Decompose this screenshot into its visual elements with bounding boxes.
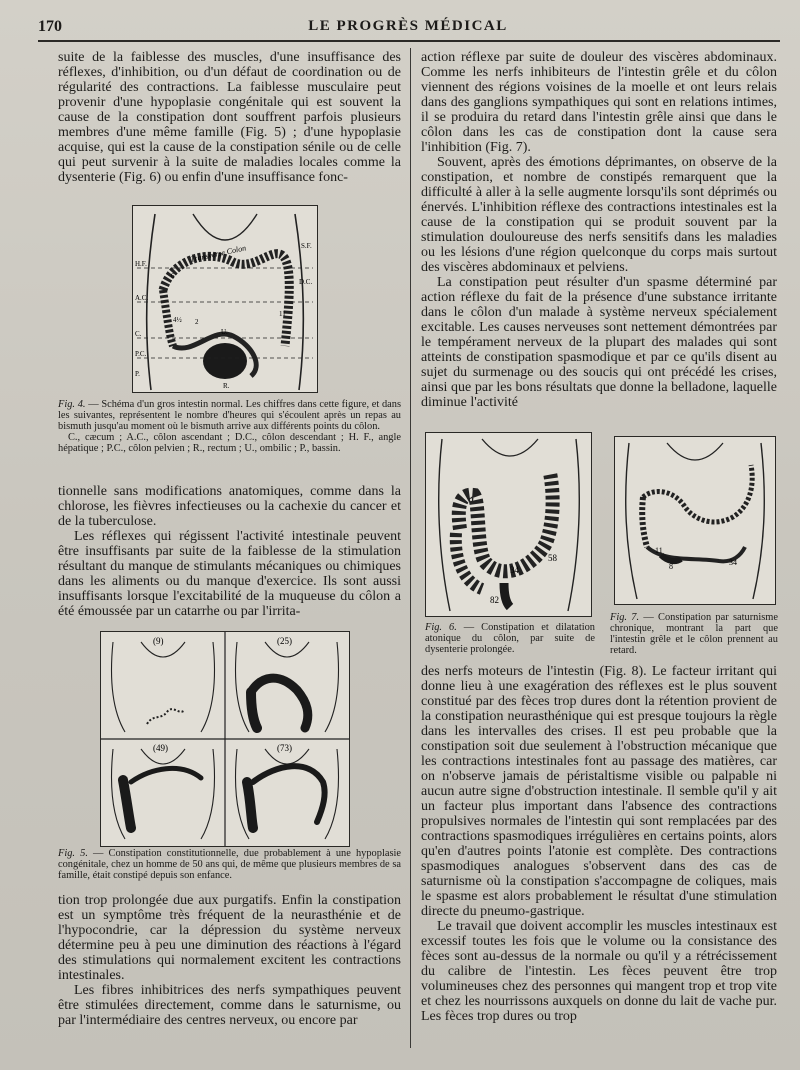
- panel-label-3: (49): [153, 743, 168, 753]
- paragraph: action réflexe par suite de douleur des viscères abdominaux. Comme les nerfs inhibiteurs de l'intestin grêle et du côlon viennent des régions voisines de la moelle et ont leurs relais dans des ganglions sympathiques qui sont en relations intimes, il se produira du retard dans l'intestin grêle ainsi que dans le côlon dans les cas de constipation dont la cause sera l'inhibition (Fig. 7).: [421, 50, 777, 155]
- paragraph: La constipation peut résulter d'un spasme déterminé par action réflexe du fait de la présence d'une substance irritante dans le côlon d'un malade à système nerveux spécialement excitable. Les causes nerveuses sont nettement démontrées par le tempérament nerveux de la plupart des malades qui sont atteints de constipation spasmodique et par ce qu'ils disent au sujet du surmenage ou des soucis qui ont précédé les crises, ainsi que par les bons résultats que donne la belladone, laquelle diminue l'activité: [421, 275, 777, 410]
- figure-4-caption-text: — Schéma d'un gros intestin normal. Les chiffres dans cette figure, et dans les suivantes, représentent le nombre d'heures qui s'écoulent après un repas au bismuth jusqu'au moment où le bismuth arrive aux différents points du côlon.: [58, 399, 402, 432]
- label-hours-34: 34: [510, 565, 519, 575]
- large-intestine-diagram: [133, 206, 317, 392]
- journal-title: LE PROGRÈS MÉDICAL: [308, 18, 508, 34]
- running-header: [38, 16, 778, 38]
- label-pc: P.C.: [135, 350, 147, 358]
- figure-6-caption-text: — Constipation et dilatation atonique du côlon, par suite de dysenterie prolongée.: [425, 622, 595, 655]
- label-hours-34: 34: [729, 558, 737, 567]
- panel-label-1: (9): [153, 636, 164, 646]
- left-column-bottom: [58, 893, 401, 1028]
- label-r: R.: [223, 382, 230, 390]
- figure-4-caption: [58, 399, 401, 454]
- paragraph: suite de la faiblesse des muscles, d'une insuffisance des réflexes, d'inhibition, ou d'un défaut de coordination ou de régularité des contractions. La faiblesse musculaire peut provenir d'une hypoplasie congénitale qui est souvent la cause de la constipation dont souffrent parfois plusieurs membres d'une même famille (Fig. 5) ; d'une hypoplasie acquise, qui est la cause de la constipation sénile ou de celle qui peut survenir à la suite de maladies locales comme la dysenterie (Fig. 6) ou enfin d'une insuffisance fonc-: [58, 50, 401, 185]
- label-dc: D.C.: [299, 278, 313, 286]
- label-hours-82: 82: [490, 595, 499, 605]
- paragraph: Les fibres inhibitrices des nerfs sympathiques peuvent être stimulées directement, comme dans le saturnisme, ou par l'intermédiaire des centres nerveux, ou encore par: [58, 983, 401, 1028]
- paragraph: des nerfs moteurs de l'intestin (Fig. 8). Le facteur irritant qui donne lieu à une exagération des réflexes est le plus souvent constitué par des fèces trop dures dont la rétention provient de la constipation neurasthénique qui est presque toujours la règle dans les intervalles des crises. Il est peu probable que la constipation soit due seulement à l'obstruction mécanique que les contractions intestinales font au passage des matières, car on n'observe jamais de péristaltisme visible ou palpable ni aucun autre signe d'obstruction intestinale. Il semble qu'il y ait un facteur plus important dans l'absence des contractions propulsives normales de l'intestin qui sont remplacées par des contractions spasmodiques irrégulières en certains points, alors qu'en d'autres points l'atonie est complète. Des contractions spasmodiques analogues s'observent dans des cas de saturnisme où la constipation s'accompagne de coliques, mais le spasme est alors probablement le résultat d'une stimulation directe du pneumo-gastrique.: [421, 664, 777, 919]
- panel-label-2: (25): [277, 636, 292, 646]
- label-hours-58: 58: [548, 553, 557, 563]
- label-ac: A.C.: [135, 294, 149, 302]
- paragraph: Le travail que doivent accomplir les muscles intestinaux est excessif toutes les fois que le volume ou la consistance des fèces sont au-dessus de la normale ou qu'il y a rétrécissement du calibre de l'intestin. Les fèces peuvent être trop volumineuses chez des personnes qui mangent trop et trop vite et chez les nourrissons auxquels on donne du lait de vache pur. Les fèces trop dures ou trop: [421, 919, 777, 1024]
- label-hours-d: 11: [279, 310, 286, 318]
- label-hf: H.F.: [135, 260, 147, 268]
- label-c: C.: [135, 330, 142, 338]
- label-hours-a: 6: [171, 272, 175, 280]
- left-column-top: [58, 50, 401, 185]
- figure-6-label: Fig. 6.: [425, 622, 457, 633]
- figure-5-image: [100, 631, 350, 847]
- figure-4-label: Fig. 4.: [58, 399, 86, 410]
- lead-poisoning-colon-diagram: [615, 437, 775, 604]
- right-column-top: [421, 50, 777, 410]
- header-rule: [38, 40, 780, 42]
- constipation-panels-diagram: [101, 632, 349, 846]
- figure-7-caption: [610, 612, 778, 656]
- label-transverse: Transverse Colon: [189, 243, 247, 264]
- left-column-middle: [58, 484, 401, 619]
- figure-5-label: Fig. 5.: [58, 848, 88, 859]
- figure-4-image: [132, 205, 318, 393]
- figure-5-caption: [58, 848, 401, 881]
- label-hours-11: 11: [655, 546, 663, 555]
- label-hours-b: 4½: [173, 316, 182, 324]
- label-hours-8: 8: [669, 562, 673, 571]
- label-u: U.: [221, 328, 228, 336]
- figure-7-caption-text: — Constipation par saturnisme chronique, montrant la part que l'intestin grêle et le côlon prennent au retard.: [610, 612, 778, 656]
- paragraph: tionnelle sans modifications anatomiques, comme dans la chlorose, les fièvres infectieuses ou la cachexie du cancer et de la tuberculose.: [58, 484, 401, 529]
- label-hours-c: 2: [195, 318, 199, 326]
- label-p-left: P.: [135, 370, 140, 378]
- figure-5-caption-text: — Constipation constitutionnelle, due probablement à une hypoplasie congénitale, chez un homme de 50 ans qui, de même que plusieurs membres de sa famille, était constipé depuis son enfance.: [58, 848, 401, 881]
- figure-7-label: Fig. 7.: [610, 612, 640, 623]
- paragraph: tion trop prolongée due aux purgatifs. Enfin la constipation est un symptôme très fréquent de la neurasthénie et de l'hypocondrie, car la dépression du système nerveux détermine peu à peu une diminution des réactions à l'égard des stimulations qui normalement excitent les contractions intestinales.: [58, 893, 401, 983]
- figure-7-image: [614, 436, 776, 605]
- right-column-bottom: [421, 664, 777, 1024]
- page-number: 170: [38, 18, 62, 35]
- figure-4-legend: C., cæcum ; A.C., côlon ascendant ; D.C., côlon descendant ; H. F., angle hépatique ; P.C., côlon pelvien ; R., rectum ; U., ombilic ; P., bassin.: [58, 432, 401, 454]
- label-sf: S.F.: [301, 242, 312, 250]
- panel-label-4: (73): [277, 743, 292, 753]
- figure-6-caption: [425, 622, 595, 655]
- paragraph: Les réflexes qui régissent l'activité intestinale peuvent être insuffisants par suite de la faiblesse de la stimulation résultant du manque de stimulants mécaniques ou chimiques dans les aliments ou du manque d'exercice. Ils sont aussi insuffisants lorsque l'excitabilité de la muqueuse du côlon a été émoussée par un catarrhe ou par l'irrita-: [58, 529, 401, 619]
- figure-6-image: [425, 432, 592, 617]
- dilated-colon-diagram: [426, 433, 591, 616]
- column-divider: [410, 48, 411, 1048]
- paragraph: Souvent, après des émotions déprimantes, on observe de la constipation, et nombre de constipés remarquent que la difficulté à aller à la selle augmente lorsqu'ils sont déprimés ou énervés. L'inhibition réflexe des contractions intestinales est la cause de la constipation qui se produit souvent par la stimulation douloureuse des nerfs sensitifs dans les maladies ou les lésions d'une région quelconque du corps mais surtout des viscères abdominaux et pelviens.: [421, 155, 777, 275]
